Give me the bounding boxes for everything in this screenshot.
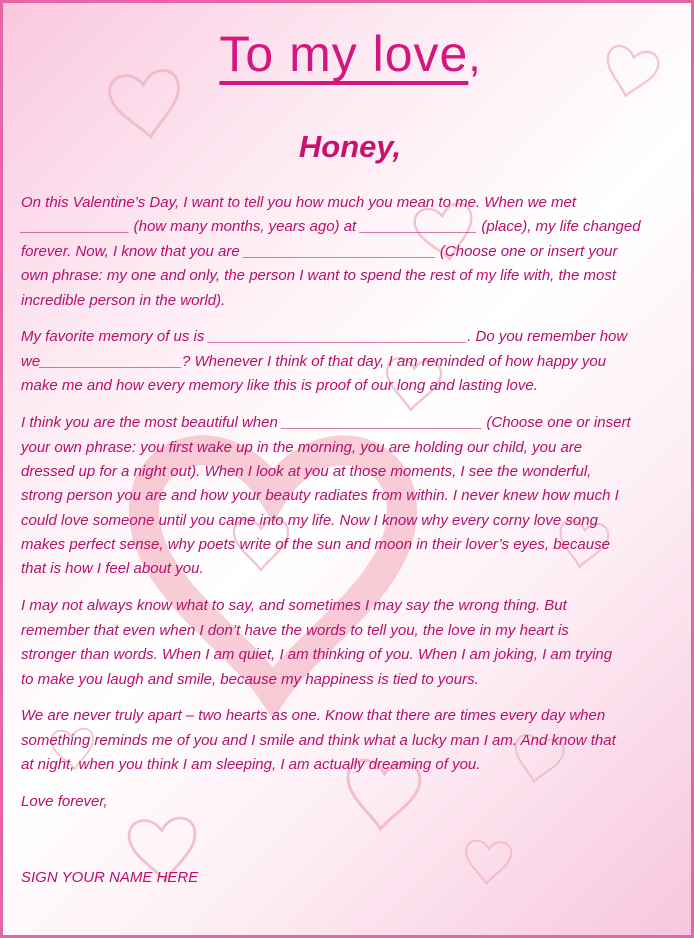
heart-outline-icon bbox=[464, 840, 512, 885]
closing-text: Love forever, bbox=[21, 793, 108, 811]
text-line: to make you laugh and smile, because my happiness is tied to yours. bbox=[21, 670, 479, 688]
paragraph-3 bbox=[21, 411, 681, 582]
text-line: at night, when you think I am sleeping, I am actually dreaming of you. bbox=[21, 756, 481, 774]
letter-title: To my love bbox=[219, 26, 469, 82]
text-line: something reminds me of you and I smile and think what a lucky man I am. And know that bbox=[21, 731, 616, 749]
text-line: My favorite memory of us is _______________________________. Do you remember how bbox=[21, 328, 628, 346]
text-line: We are never truly apart – two hearts as one. Know that there are times every day when bbox=[21, 707, 606, 725]
paragraph-1 bbox=[21, 191, 681, 313]
text-line: make me and how every memory like this is proof of our long and lasting love. bbox=[21, 377, 538, 395]
text-line: makes perfect sense, why poets write of the sun and moon in their lover’s eyes, because bbox=[21, 536, 610, 554]
signature-placeholder: SIGN YOUR NAME HERE bbox=[21, 869, 199, 886]
text-line: we_________________? Whenever I think of that day, I am reminded of how happy you bbox=[21, 352, 607, 370]
text-line: own phrase: my one and only, the person I want to spend the rest of my life with, the most bbox=[21, 267, 617, 285]
title-comma: , bbox=[468, 32, 481, 81]
title-block bbox=[3, 25, 694, 83]
paragraph-5 bbox=[21, 704, 681, 777]
text-line: that is how I feel about you. bbox=[21, 560, 204, 578]
paragraph-2 bbox=[21, 325, 681, 398]
text-line: your own phrase: you first wake up in the morning, you are holding our child, you are bbox=[21, 438, 583, 456]
text-line: On this Valentine’s Day, I want to tell you how much you mean to me. When we met bbox=[21, 194, 576, 211]
text-line: could love someone until you came into my life. Now I know why every corny love song bbox=[21, 511, 598, 529]
paragraph-4 bbox=[21, 594, 681, 692]
text-line: forever. Now, I know that you are _______________________ (Choose one or insert your bbox=[21, 242, 618, 260]
text-line: _____________ (how many months, years ago) at ______________ (place), my life changed bbox=[21, 218, 641, 236]
text-line: I think you are the most beautiful when ________________________ (Choose one or insert bbox=[21, 414, 631, 432]
greeting: Honey, bbox=[298, 129, 402, 164]
closing bbox=[21, 790, 681, 814]
text-line: stronger than words. When I am quiet, I am thinking of you. When I am joking, I am trying bbox=[21, 646, 613, 664]
text-line: remember that even when I don’t have the words to tell you, the love in my heart is bbox=[21, 621, 569, 639]
letter-body bbox=[21, 191, 681, 827]
text-line: dressed up for a night out). When I look at you at those moments, I see the wonderful, bbox=[21, 462, 592, 480]
text-line: strong person you are and how your beauty radiates from within. I never knew how much I bbox=[21, 487, 619, 505]
text-line: I may not always know what to say, and sometimes I may say the wrong thing. But bbox=[21, 597, 567, 615]
text-line: incredible person in the world). bbox=[21, 291, 226, 309]
